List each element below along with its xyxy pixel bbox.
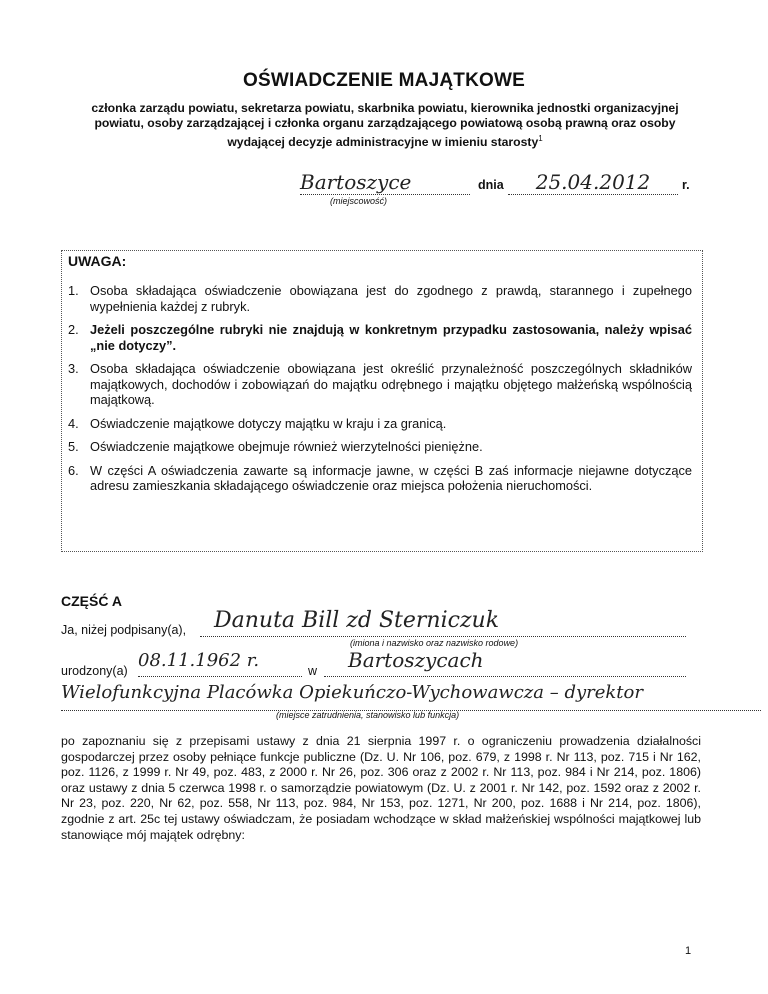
notice-item bbox=[68, 361, 692, 408]
born-place-field bbox=[324, 648, 686, 677]
notice-item-text: Osoba składająca oświadczenie obowiązana jest do zgodnego z prawdą, starannego i zupełnego wypełnienia każdej z rubryk. bbox=[90, 283, 692, 314]
born-label: urodzony(a) bbox=[61, 664, 128, 678]
notice-item-text: W części A oświadczenia zawarte są informacje jawne, w części B zaś informacje niejawne dotyczące adresu zamieszkania składającego oświadczenie oraz miejsca położenia nieruchomości. bbox=[90, 462, 692, 493]
notice-item-number: 5. bbox=[68, 439, 79, 454]
notice-item-text: Oświadczenie majątkowe obejmuje również wierzytelności pieniężne. bbox=[90, 439, 483, 454]
declaration-text: po zapoznaniu się z przepisami ustawy z dnia 21 sierpnia 1997 r. o ograniczeniu prowadzenia działalności gospodarczej przez osoby pełniące funkcje publiczne (Dz. U. Nr 106, poz. 679, z 1998 r. Nr 113, poz. 715 i Nr 162, poz. 1126, z 1999 r. Nr 49, poz. 483, z 2000 r. Nr 26, poz. 306 oraz z 2002 r. Nr 113, poz. 984 i Nr 214, poz. 1806) oraz ustawy z dnia 5 czerwca 1998 r. o samorządzie powiatowym (Dz. U. z 2001 r. Nr 142, poz. 1592 oraz z 2002 r. Nr 23, poz. 220, Nr 62, poz. 558, Nr 113, poz. 984, Nr 153, poz. 1271, Nr 200, poz. 1688 i Nr 214, poz. 1806), zgodnie z art. 25c tej ustawy oświadczam, że posiadam wchodzące w skład małżeńskiej wspólności majątkowej lub stanowiące mój majątek odrębny: bbox=[61, 734, 701, 842]
notice-item-text: Osoba składająca oświadczenie obowiązana jest określić przynależność poszczególnych składników majątkowych, dochodów i zobowiązań do majątku odrębnego i majątku objętego małżeńską wspólnością majątkową. bbox=[90, 361, 692, 407]
notice-item-number: 3. bbox=[68, 361, 79, 376]
notice-item-number: 1. bbox=[68, 283, 79, 298]
born-place-value: Bartoszycach bbox=[348, 648, 484, 672]
born-date-field bbox=[138, 650, 302, 677]
notice-heading: UWAGA: bbox=[68, 253, 127, 269]
date-field bbox=[508, 170, 678, 195]
place-caption: (miejscowość) bbox=[330, 196, 388, 206]
notice-item-text: Oświadczenie majątkowe dotyczy majątku w kraju i za granicą. bbox=[90, 415, 447, 431]
born-in-label: w bbox=[308, 664, 318, 678]
date-value: 25.04.2012 bbox=[535, 170, 651, 194]
notice-item bbox=[68, 416, 692, 432]
notice-item bbox=[68, 283, 692, 314]
notice-item bbox=[68, 439, 692, 455]
document-subtitle bbox=[90, 101, 680, 150]
subtitle-text: członka zarządu powiatu, sekretarza powiatu, skarbnika powiatu, kierownika jednostki organizacyjnej powiatu, osoby zarządzającej i członka organu zarządzającego powiatową osobą prawną oraz osoby wydającej decyzje administracyjne w imieniu starosty bbox=[91, 101, 679, 150]
workplace-field bbox=[61, 682, 761, 711]
notice-item-number: 4. bbox=[68, 415, 79, 431]
notice-list bbox=[68, 283, 692, 502]
place-value: Bartoszyce bbox=[300, 170, 412, 194]
name-caption: (imiona i nazwisko oraz nazwisko rodowe) bbox=[350, 638, 519, 648]
signed-label: Ja, niżej podpisany(a), bbox=[61, 623, 187, 637]
notice-item-number: 2. bbox=[68, 322, 79, 337]
notice-item-text: Jeżeli poszczególne rubryki nie znajdują w konkretnym przypadku zastosowania, należy wpisać „nie dotyczy”. bbox=[90, 322, 692, 353]
notice-item-number: 6. bbox=[68, 462, 79, 478]
name-field bbox=[200, 608, 686, 637]
date-suffix: r. bbox=[682, 178, 690, 192]
name-value: Danuta Bill zd Sterniczuk bbox=[214, 608, 500, 633]
part-a-heading: CZĘŚĆ A bbox=[61, 593, 122, 609]
notice-item bbox=[68, 463, 692, 494]
workplace-caption: (miejsce zatrudnienia, stanowisko lub funkcja) bbox=[276, 710, 460, 720]
date-label: dnia bbox=[478, 178, 504, 192]
born-date-value: 08.11.1962 r. bbox=[138, 650, 260, 671]
notice-item bbox=[68, 322, 692, 353]
place-field bbox=[300, 170, 470, 195]
workplace-value: Wielofunkcyjna Placówka Opiekuńczo-Wychowawcza – dyrektor bbox=[61, 682, 643, 703]
footnote-marker: 1 bbox=[538, 134, 543, 143]
document-title: OŚWIADCZENIE MAJĄTKOWE bbox=[242, 70, 525, 91]
page-number: 1 bbox=[685, 945, 692, 957]
